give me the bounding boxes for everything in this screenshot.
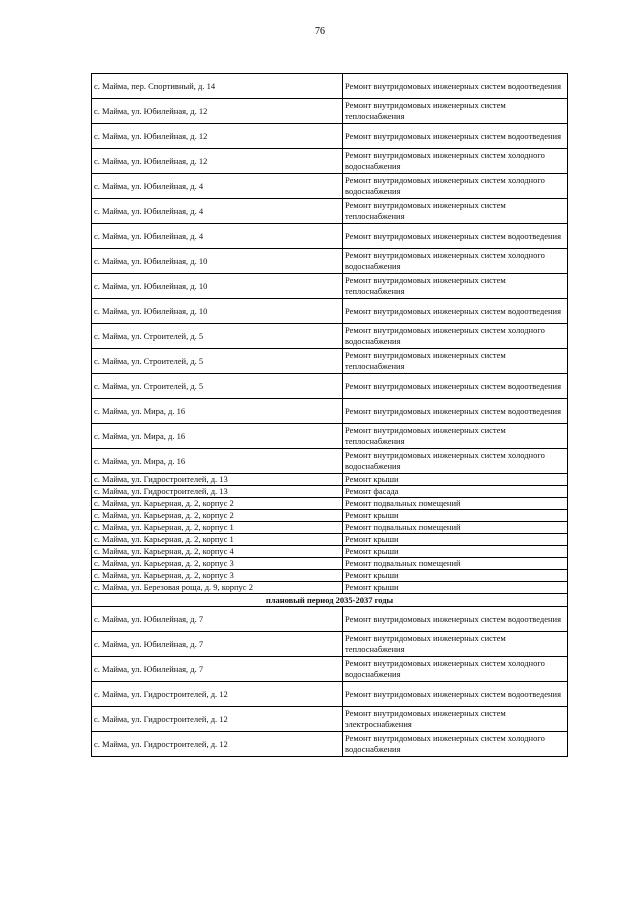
work-type-cell: Ремонт внутридомовых инженерных систем холодного водоснабжения (343, 149, 568, 174)
table-row (92, 632, 568, 657)
work-type-cell: Ремонт внутридомовых инженерных систем водоотведения (343, 399, 568, 424)
address-cell: с. Майма, ул. Карьерная, д. 2, корпус 4 (92, 546, 343, 558)
table-row (92, 732, 568, 757)
work-type-cell: Ремонт внутридомовых инженерных систем теплоснабжения (343, 99, 568, 124)
work-type-cell: Ремонт подвальных помещений (343, 522, 568, 534)
work-type-cell: Ремонт внутридомовых инженерных систем водоотведения (343, 124, 568, 149)
table-row (92, 349, 568, 374)
work-type-cell: Ремонт крыши (343, 474, 568, 486)
address-cell: с. Майма, ул. Гидростроителей, д. 12 (92, 707, 343, 732)
address-cell: с. Майма, ул. Строителей, д. 5 (92, 324, 343, 349)
address-cell: с. Майма, ул. Юбилейная, д. 12 (92, 124, 343, 149)
address-cell: с. Майма, ул. Юбилейная, д. 7 (92, 607, 343, 632)
table-row (92, 657, 568, 682)
address-cell: с. Майма, ул. Строителей, д. 5 (92, 374, 343, 399)
work-type-cell: Ремонт внутридомовых инженерных систем холодного водоснабжения (343, 249, 568, 274)
work-type-cell: Ремонт внутридомовых инженерных систем холодного водоснабжения (343, 657, 568, 682)
address-cell: с. Майма, ул. Юбилейная, д. 10 (92, 299, 343, 324)
table-row (92, 522, 568, 534)
period-heading: плановый период 2035-2037 годы (92, 594, 568, 607)
table-row (92, 99, 568, 124)
address-cell: с. Майма, ул. Юбилейная, д. 10 (92, 274, 343, 299)
table-row (92, 546, 568, 558)
address-cell: с. Майма, пер. Спортивный, д. 14 (92, 74, 343, 99)
address-cell: с. Майма, ул. Юбилейная, д. 4 (92, 224, 343, 249)
table-row (92, 534, 568, 546)
address-cell: с. Майма, ул. Юбилейная, д. 4 (92, 174, 343, 199)
address-cell: с. Майма, ул. Карьерная, д. 2, корпус 3 (92, 570, 343, 582)
address-cell: с. Майма, ул. Мира, д. 16 (92, 399, 343, 424)
work-type-cell: Ремонт внутридомовых инженерных систем холодного водоснабжения (343, 732, 568, 757)
period-heading-row (92, 594, 568, 607)
work-type-cell: Ремонт крыши (343, 546, 568, 558)
table-row (92, 274, 568, 299)
work-type-cell: Ремонт внутридомовых инженерных систем теплоснабжения (343, 199, 568, 224)
address-cell: с. Майма, ул. Гидростроителей, д. 12 (92, 732, 343, 757)
work-type-cell: Ремонт внутридомовых инженерных систем водоотведения (343, 607, 568, 632)
table-row (92, 570, 568, 582)
table-row (92, 498, 568, 510)
work-type-cell: Ремонт фасада (343, 486, 568, 498)
address-cell: с. Майма, ул. Гидростроителей, д. 12 (92, 682, 343, 707)
table-row (92, 582, 568, 594)
address-cell: с. Майма, ул. Гидростроителей, д. 13 (92, 486, 343, 498)
work-type-cell: Ремонт внутридомовых инженерных систем холодного водоснабжения (343, 449, 568, 474)
address-cell: с. Майма, ул. Мира, д. 16 (92, 424, 343, 449)
page-number: 76 (315, 26, 325, 37)
work-type-cell: Ремонт подвальных помещений (343, 498, 568, 510)
repair-schedule-table (91, 73, 568, 757)
work-type-cell: Ремонт крыши (343, 570, 568, 582)
work-type-cell: Ремонт внутридомовых инженерных систем холодного водоснабжения (343, 174, 568, 199)
table-row (92, 510, 568, 522)
table-row (92, 199, 568, 224)
table-row (92, 249, 568, 274)
address-cell: с. Майма, ул. Гидростроителей, д. 13 (92, 474, 343, 486)
address-cell: с. Майма, ул. Юбилейная, д. 12 (92, 149, 343, 174)
address-cell: с. Майма, ул. Березовая роща, д. 9, корпус 2 (92, 582, 343, 594)
address-cell: с. Майма, ул. Карьерная, д. 2, корпус 1 (92, 534, 343, 546)
work-type-cell: Ремонт внутридомовых инженерных систем холодного водоснабжения (343, 324, 568, 349)
address-cell: с. Майма, ул. Юбилейная, д. 10 (92, 249, 343, 274)
address-cell: с. Майма, ул. Юбилейная, д. 12 (92, 99, 343, 124)
table-row (92, 374, 568, 399)
table-row (92, 399, 568, 424)
address-cell: с. Майма, ул. Юбилейная, д. 4 (92, 199, 343, 224)
work-type-cell: Ремонт внутридомовых инженерных систем теплоснабжения (343, 424, 568, 449)
address-cell: с. Майма, ул. Юбилейная, д. 7 (92, 632, 343, 657)
table-row (92, 449, 568, 474)
table-body (92, 74, 568, 757)
table-row (92, 486, 568, 498)
work-type-cell: Ремонт крыши (343, 534, 568, 546)
table-row (92, 682, 568, 707)
address-cell: с. Майма, ул. Карьерная, д. 2, корпус 2 (92, 498, 343, 510)
table-row (92, 299, 568, 324)
work-type-cell: Ремонт внутридомовых инженерных систем теплоснабжения (343, 349, 568, 374)
work-type-cell: Ремонт внутридомовых инженерных систем электроснабжения (343, 707, 568, 732)
table-row (92, 558, 568, 570)
work-type-cell: Ремонт внутридомовых инженерных систем водоотведения (343, 374, 568, 399)
address-cell: с. Майма, ул. Строителей, д. 5 (92, 349, 343, 374)
table-row (92, 324, 568, 349)
work-type-cell: Ремонт внутридомовых инженерных систем водоотведения (343, 224, 568, 249)
work-type-cell: Ремонт внутридомовых инженерных систем водоотведения (343, 299, 568, 324)
table-row (92, 474, 568, 486)
address-cell: с. Майма, ул. Юбилейная, д. 7 (92, 657, 343, 682)
table-row (92, 174, 568, 199)
work-type-cell: Ремонт внутридомовых инженерных систем водоотведения (343, 74, 568, 99)
work-type-cell: Ремонт крыши (343, 510, 568, 522)
address-cell: с. Майма, ул. Карьерная, д. 2, корпус 3 (92, 558, 343, 570)
table-row (92, 149, 568, 174)
table-row (92, 124, 568, 149)
table-row (92, 224, 568, 249)
address-cell: с. Майма, ул. Карьерная, д. 2, корпус 2 (92, 510, 343, 522)
work-type-cell: Ремонт крыши (343, 582, 568, 594)
address-cell: с. Майма, ул. Мира, д. 16 (92, 449, 343, 474)
address-cell: с. Майма, ул. Карьерная, д. 2, корпус 1 (92, 522, 343, 534)
table-row (92, 707, 568, 732)
table-row (92, 424, 568, 449)
work-type-cell: Ремонт подвальных помещений (343, 558, 568, 570)
table-row (92, 607, 568, 632)
table-row (92, 74, 568, 99)
work-type-cell: Ремонт внутридомовых инженерных систем теплоснабжения (343, 274, 568, 299)
work-type-cell: Ремонт внутридомовых инженерных систем теплоснабжения (343, 632, 568, 657)
work-type-cell: Ремонт внутридомовых инженерных систем водоотведения (343, 682, 568, 707)
